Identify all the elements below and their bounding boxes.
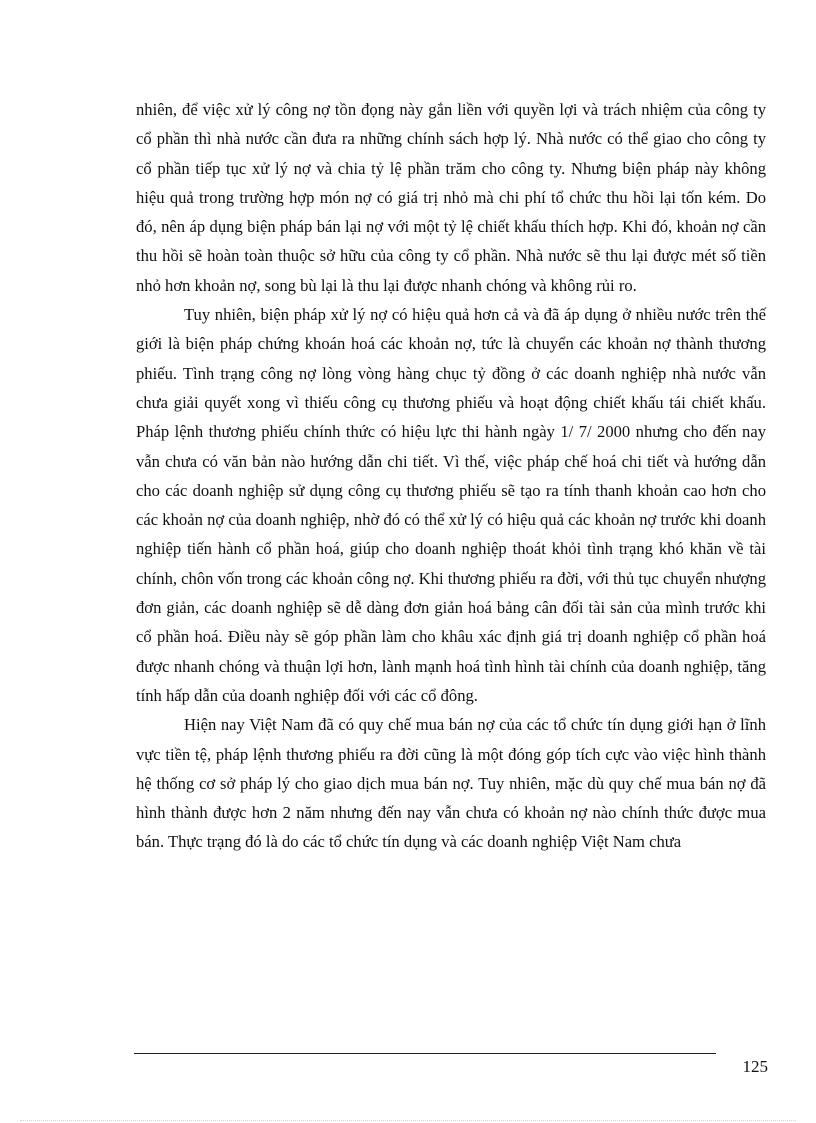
- page-edge-divider: [20, 1120, 796, 1121]
- document-body: [136, 95, 766, 857]
- paragraph-3: Hiện nay Việt Nam đã có quy chế mua bán nợ của các tổ chức tín dụng giới hạn ở lĩnh vực tiền tệ, pháp lệnh thương phiếu ra đời cũng là một đóng góp tích cực vào việc hình thành hệ thống cơ sở pháp lý cho giao dịch mua bán nợ. Tuy nhiên, mặc dù quy chế mua bán nợ đã hình thành được hơn 2 năm nhưng đến nay vẫn chưa có khoản nợ nào chính thức được mua bán. Thực trạng đó là do các tổ chức tín dụng và các doanh nghiệp Việt Nam chưa: [136, 715, 766, 852]
- paragraph-1: nhiên, để việc xử lý công nợ tồn đọng này gắn liền với quyền lợi và trách nhiệm của công ty cổ phần thì nhà nước cần đưa ra những chính sách hợp lý. Nhà nước có thể giao cho công ty cổ phần tiếp tục xử lý nợ và chia tỷ lệ phần trăm cho công ty. Nhưng biện pháp này không hiệu quả trong trường hợp món nợ có giá trị nhỏ mà chi phí tổ chức thu hồi lại tốn kém. Do đó, nên áp dụng biện pháp bán lại nợ với một tỷ lệ chiết khấu thích hợp. Khi đó, khoản nợ cần thu hồi sẽ hoàn toàn thuộc sở hữu của công ty cổ phần. Nhà nước sẽ thu lại được mét số tiền nhỏ hơn khoản nợ, song bù lại là thu lại được nhanh chóng và không rủi ro.: [136, 100, 766, 295]
- paragraph-2: Tuy nhiên, biện pháp xử lý nợ có hiệu quả hơn cả và đã áp dụng ở nhiều nước trên thế giới là biện pháp chứng khoán hoá các khoản nợ, tức là chuyển các khoản nợ thành thương phiếu. Tình trạng công nợ lòng vòng hàng chục tỷ đồng ở các doanh nghiệp nhà nước vẫn chưa giải quyết xong vì thiếu công cụ thương phiếu và hoạt động chiết khấu tái chiết khấu. Pháp lệnh thương phiếu chính thức có hiệu lực thi hành ngày 1/ 7/ 2000 nhưng cho đến nay vẫn chưa có văn bản nào hướng dẫn chi tiết. Vì thế, việc pháp chế hoá chi tiết và hướng dẫn cho các doanh nghiệp sử dụng công cụ thương phiếu sẽ tạo ra tính thanh khoản cao hơn cho các khoản nợ của doanh nghiệp, nhờ đó có thể xử lý có hiệu quả các khoản nợ trước khi doanh nghiệp tiến hành cổ phần hoá, giúp cho doanh nghiệp thoát khỏi tình trạng khó khăn về tài chính, chôn vốn trong các khoản công nợ. Khi thương phiếu ra đời, với thủ tục chuyển nhượng đơn giản, các doanh nghiệp sẽ dễ dàng đơn giản hoá bảng cân đối tài sản của mình trước khi cổ phần hoá. Điều này sẽ góp phần làm cho khâu xác định giá trị doanh nghiệp cổ phần hoá được nhanh chóng và thuận lợi hơn, lành mạnh hoá tình hình tài chính của doanh nghiệp, tăng tính hấp dẫn của doanh nghiệp đối với các cổ đông.: [136, 305, 766, 705]
- footer-divider: [134, 1053, 716, 1054]
- page-number: 125: [742, 1057, 768, 1076]
